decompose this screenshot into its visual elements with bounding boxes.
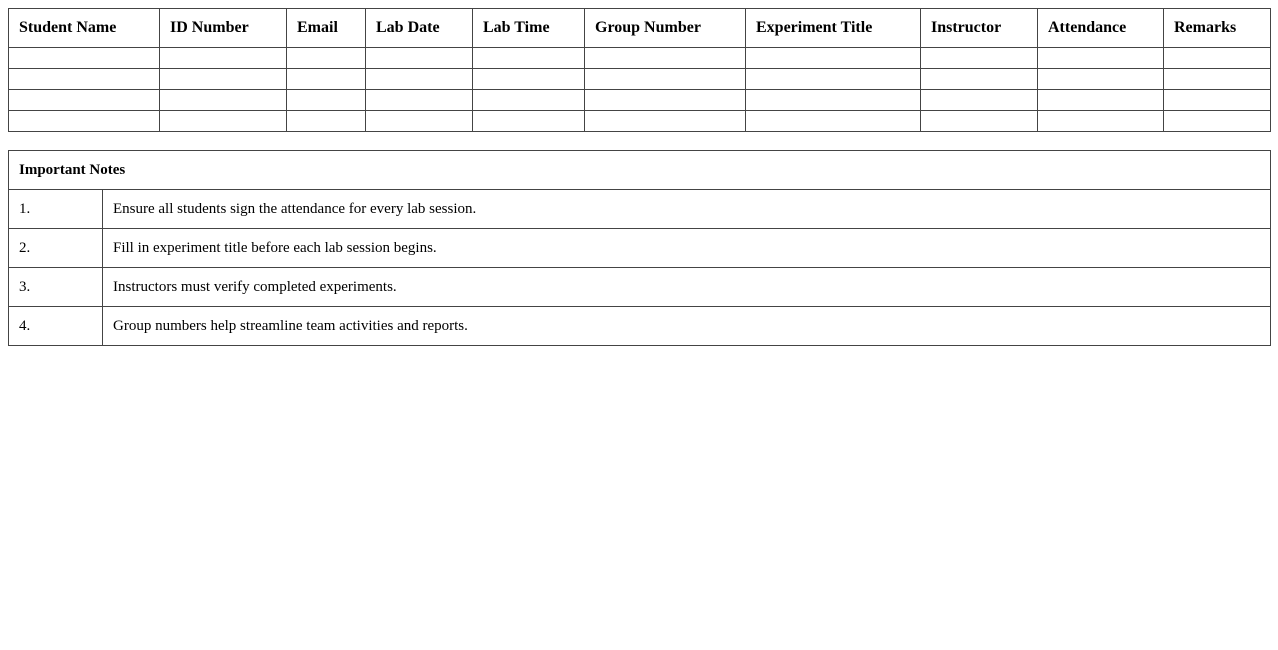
table-cell[interactable] — [1038, 69, 1164, 90]
table-row — [9, 111, 1271, 132]
note-number: 3. — [9, 268, 103, 307]
table-cell[interactable] — [746, 90, 921, 111]
column-header-instructor: Instructor — [921, 9, 1038, 48]
lab-attendance-table — [8, 8, 1271, 132]
table-cell[interactable] — [473, 48, 585, 69]
table-cell[interactable] — [921, 69, 1038, 90]
table-cell[interactable] — [585, 48, 746, 69]
table-cell[interactable] — [160, 111, 287, 132]
table-cell[interactable] — [366, 111, 473, 132]
table-cell[interactable] — [287, 111, 366, 132]
table-cell[interactable] — [1038, 90, 1164, 111]
table-cell[interactable] — [9, 90, 160, 111]
notes-title-row — [9, 151, 1271, 190]
table-cell[interactable] — [366, 69, 473, 90]
note-text: Ensure all students sign the attendance for every lab session. — [103, 190, 1271, 229]
table-row — [9, 90, 1271, 111]
table-row — [9, 69, 1271, 90]
note-row — [9, 229, 1271, 268]
table-cell[interactable] — [160, 69, 287, 90]
note-row — [9, 307, 1271, 346]
column-header-lab-date: Lab Date — [366, 9, 473, 48]
column-header-attendance: Attendance — [1038, 9, 1164, 48]
table-header-row — [9, 9, 1271, 48]
table-cell[interactable] — [1164, 48, 1271, 69]
column-header-remarks: Remarks — [1164, 9, 1271, 48]
table-cell[interactable] — [473, 90, 585, 111]
note-number: 4. — [9, 307, 103, 346]
note-number: 2. — [9, 229, 103, 268]
column-header-group-number: Group Number — [585, 9, 746, 48]
note-text: Fill in experiment title before each lab session begins. — [103, 229, 1271, 268]
note-text: Group numbers help streamline team activities and reports. — [103, 307, 1271, 346]
table-cell[interactable] — [9, 69, 160, 90]
table-cell[interactable] — [921, 111, 1038, 132]
table-row — [9, 48, 1271, 69]
notes-title: Important Notes — [9, 151, 1271, 190]
table-cell[interactable] — [287, 90, 366, 111]
column-header-student-name: Student Name — [9, 9, 160, 48]
note-number: 1. — [9, 190, 103, 229]
table-cell[interactable] — [287, 48, 366, 69]
table-cell[interactable] — [585, 90, 746, 111]
table-cell[interactable] — [160, 48, 287, 69]
table-cell[interactable] — [1038, 111, 1164, 132]
table-cell[interactable] — [473, 69, 585, 90]
column-header-email: Email — [287, 9, 366, 48]
table-cell[interactable] — [921, 90, 1038, 111]
table-cell[interactable] — [585, 69, 746, 90]
table-cell[interactable] — [366, 90, 473, 111]
column-header-lab-time: Lab Time — [473, 9, 585, 48]
table-cell[interactable] — [921, 48, 1038, 69]
note-row — [9, 190, 1271, 229]
important-notes-table — [8, 150, 1271, 346]
table-cell[interactable] — [1164, 90, 1271, 111]
table-cell[interactable] — [1164, 69, 1271, 90]
table-cell[interactable] — [287, 69, 366, 90]
note-text: Instructors must verify completed experiments. — [103, 268, 1271, 307]
table-cell[interactable] — [366, 48, 473, 69]
column-header-experiment-title: Experiment Title — [746, 9, 921, 48]
table-cell[interactable] — [746, 69, 921, 90]
table-cell[interactable] — [1038, 48, 1164, 69]
table-cell[interactable] — [9, 48, 160, 69]
table-cell[interactable] — [746, 48, 921, 69]
table-cell[interactable] — [473, 111, 585, 132]
table-cell[interactable] — [585, 111, 746, 132]
table-cell[interactable] — [9, 111, 160, 132]
note-row — [9, 268, 1271, 307]
table-cell[interactable] — [160, 90, 287, 111]
column-header-id-number: ID Number — [160, 9, 287, 48]
table-cell[interactable] — [746, 111, 921, 132]
table-cell[interactable] — [1164, 111, 1271, 132]
